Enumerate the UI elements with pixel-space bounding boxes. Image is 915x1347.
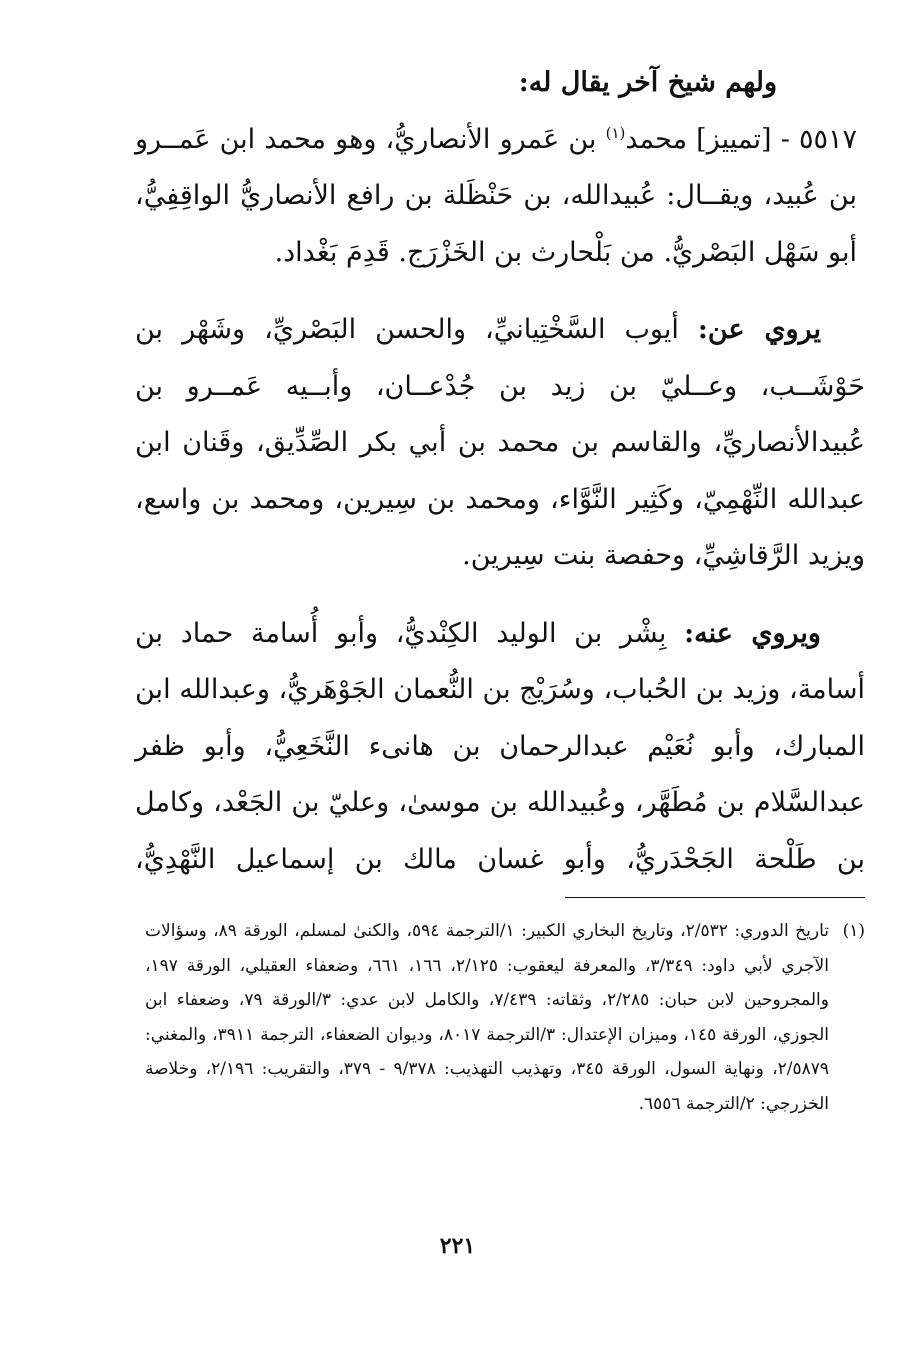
entry-text: بن عَمرو الأنصاريُّ، وهو محمد ابن عَمــرو بن عُبيد، ويقــال: عُبيدالله، بن حَنْظَلة بن رافع الأنصاريُّ الواقِفِيُّ، أبو سَهْل البَصْريُّ. من بَلْحارث بن الخَزْرَج. قَدِمَ بَغْداد. <box>135 123 857 268</box>
narrated-by-label: ويروي عنه: <box>684 617 821 649</box>
footnote-reference[interactable]: (١) <box>605 123 626 142</box>
main-text-body <box>135 55 865 888</box>
narrates-from-label: يروي عن: <box>697 314 821 345</box>
biography-entry <box>135 112 865 282</box>
narrates-from-text: أيوب السَّخْتِيانيِّ، والحسن البَصْريِّ، وشَهْر بن حَوْشَــب، وعــليّ بن زيد بن جُدْعــان، وأبــيه عَمــرو بن عُبيدالأنصاريِّ، والقاسم بن محمد بن أبي بكر الصِّدِّيق، وقَنان ابن عبدالله النِّهْمِيّ، وكَثِير النَّوَّاء، ومحمد بن سِيرين، ومحمد بن واسع، ويزيد الرَّقاشِيِّ، وحفصة بنت سِيرين. <box>135 314 865 571</box>
page-number: ٢٢١ <box>439 1233 476 1259</box>
narrated-by-text: بِشْر بن الوليد الكِنْديُّ، وأبو أُسامة حماد بن أسامة، وزيد بن الحُباب، وسُرَيْج بن النُّعمان الجَوْهَريُّ، وعبدالله ابن المبارك، وأبو نُعَيْم عبدالرحمان بن هانىء النَّخَعِيُّ، وأبو ظفر عبدالسَّلام بن مُطَهَّر، وعُبيدالله بن موسىٰ، وعليّ بن الجَعْد، وكامل بن طَلْحة الجَحْدَريُّ، وأبو غسان مالك بن إسماعيل النَّهْدِيُّ، <box>135 617 865 875</box>
footnote-text: تاريخ الدوري: ٢/٥٣٢، وتاريخ البخاري الكبير: ١/الترجمة ٥٩٤، والكنىٰ لمسلم، الورقة ٨٩، وسؤالات الآجري لأبي داود: ٣/٣٤٩، والمعرفة ليعقوب: ٢/١٢٥، ١٦٦، ٦٦١، وضعفاء العقيلي، الورقة ١٩٧، والمجروحين لابن حبان: ٢/٢٨٥، وثقاته: ٧/٤٣٩، والكامل لابن عدي: ٣/الورقة ٧٩، وضعفاء ابن الجوزي، الورقة ١٤٥، وميزان الإعتدال: ٣/الترجمة ٨٠١٧، وديوان الضعفاء، الترجمة ٣٩١١، والمغني: ٢/٥٨٧٩، ونهاية السول، الورقة ٣٤٥، وتهذيب التهذيب: ٩/٣٧٨ - ٣٧٩، والتقريب: ٢/١٩٦، وخلاصة الخزرجي: ٢/الترجمة ٦٥٥٦. <box>145 921 829 1114</box>
section-heading: ولهم شيخ آخر يقال له: <box>518 67 777 98</box>
entry-lead: - [تمييز] محمد <box>625 123 790 155</box>
footnote-marker: (١) <box>842 921 865 941</box>
footnote-divider <box>565 897 865 898</box>
footnote <box>145 914 865 1121</box>
entry-number: ٥٥١٧ <box>798 123 857 155</box>
narrates-from-paragraph <box>135 302 865 585</box>
narrated-by-paragraph <box>135 606 865 889</box>
